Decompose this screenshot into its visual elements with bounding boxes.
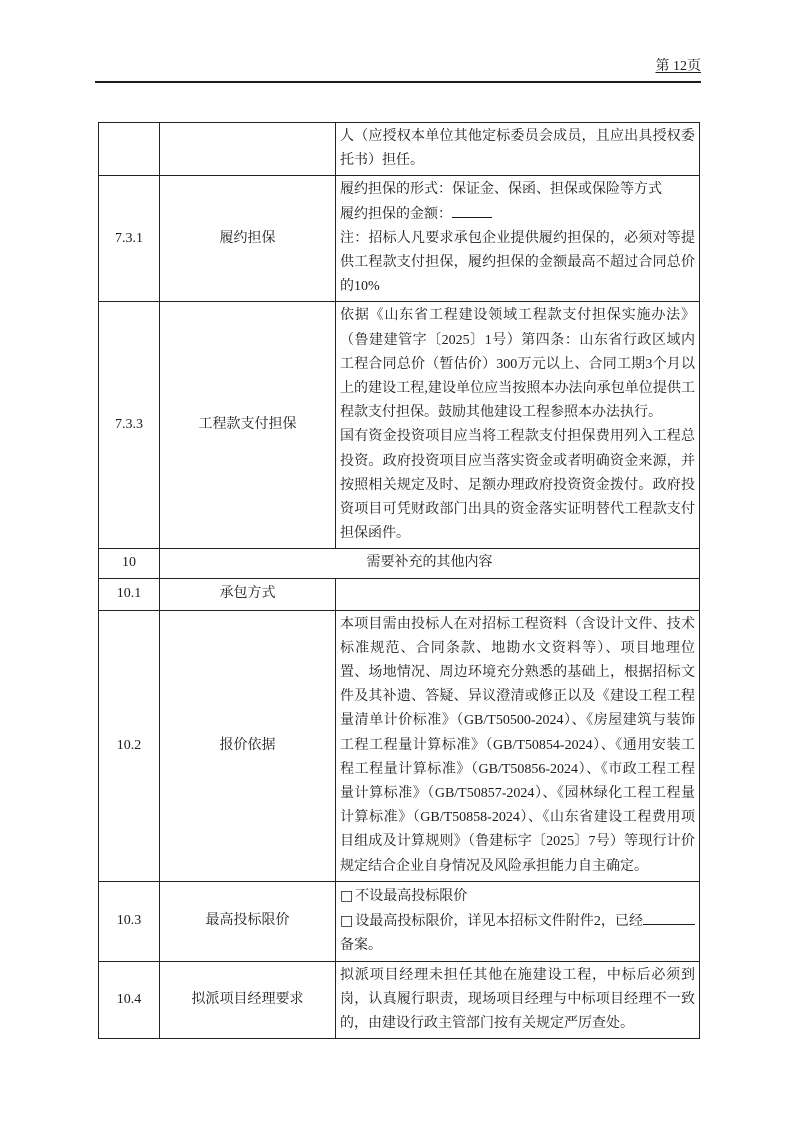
pricing-basis-text: 本项目需由投标人在对招标工程资料（含设计文件、技术标准规范、合同条款、地勘水文资料等）、项目地理位置、场地情况、周边环境充分熟悉的基础上，根据招标文件及其补遗、答疑、异议澄清或修正以及《建设工程工程量清单计价标准》（GB/T50500-2024）、《房屋建筑与装饰工程工程量计算标准》（GB/T50854-2024）、《通用安装工程工程量计算标准》（GB/T50856-2024）、《市政工程工程量计算标准》（GB/T50857-2024）、《园林绿化工程工程量计算标准》（GB/T50858-2024）、《山东省建设工程费用项目组成及计算规则》（鲁建标字〔2025〕7号）等现行计价规定结合企业自身情况及风险承担能力自主确定。 — [340, 616, 695, 874]
clause-number-cell: 10.2 — [99, 610, 160, 881]
guarantee-form-line: 履约担保的形式：保证金、保函、担保或保险等方式 — [340, 182, 662, 198]
clause-title-cell: 报价依据 — [160, 610, 336, 881]
payment-guarantee-paragraph-2: 国有资金投资项目应当将工程款支付担保费用列入工程总投资。政府投资项目应当落实资金或者明确资金来源，并按照相关规定及时、足额办理政府投资资金拨付。政府投资项目可凭财政部门出具的资金落实证明替代工程款支付担保函件。 — [340, 429, 695, 542]
clause-number-cell: 10.1 — [99, 578, 160, 610]
table-row-10-2 — [99, 610, 700, 881]
page-number: 第 12页 — [655, 59, 701, 74]
limit-option-2: □ 设最高投标限价，详见本招标文件附件2，已经备案。 — [340, 909, 695, 958]
guarantee-amount-line: 履约担保的金额： — [340, 203, 695, 227]
table-row-10 — [99, 549, 700, 578]
section-title-cell: 需要补充的其他内容 — [160, 549, 700, 578]
clause-title-cell: 最高投标限价 — [160, 881, 336, 961]
clause-content-cell — [336, 961, 700, 1039]
clause-title-cell — [160, 123, 336, 176]
clause-content-cell — [336, 302, 700, 549]
clause-content-cell — [336, 610, 700, 881]
table-row-7-3-1 — [99, 176, 700, 302]
page-header — [95, 58, 701, 83]
clause-content-cell — [336, 881, 700, 961]
table-row-10-4 — [99, 961, 700, 1039]
clause-content-cell — [336, 578, 700, 610]
clause-number-cell: 7.3.1 — [99, 176, 160, 302]
clause-title-cell: 工程款支付担保 — [160, 302, 336, 549]
clause-title-cell: 拟派项目经理要求 — [160, 961, 336, 1039]
project-manager-requirement-text: 拟派项目经理未担任其他在施建设工程，中标后必须到岗，认真履行职责，现场项目经理与中标项目经理不一致的，由建设行政主管部门按有关规定严厉查处。 — [340, 967, 695, 1031]
fill-in-blank — [643, 910, 695, 925]
clause-number-cell: 10 — [99, 549, 160, 578]
table-row-7-3-3 — [99, 302, 700, 549]
clause-content-cell — [336, 123, 700, 176]
clause-title-cell: 履约担保 — [160, 176, 336, 302]
clause-number-cell: 7.3.3 — [99, 302, 160, 549]
fill-in-blank — [452, 203, 492, 218]
clause-title-cell: 承包方式 — [160, 578, 336, 610]
payment-guarantee-paragraph-1: 依据《山东省工程建设领域工程款支付担保实施办法》（鲁建建管字〔2025〕1号）第四条：山东省行政区域内工程合同总价（暂估价）300万元以上、合同工期3个月以上的建设工程,建设单位应当按照本办法向承包单位提供工程款支付担保。鼓励其他建设工程参照本办法执行。 — [340, 308, 695, 421]
tender-conditions-table — [98, 122, 700, 1039]
guarantee-note: 注：招标人凡要求承包企业提供履约担保的，必须对等提供工程款支付担保，履约担保的金额最高不超过合同总价的10% — [340, 230, 695, 295]
table-row-10-1 — [99, 578, 700, 610]
continuation-text: 人（应授权本单位其他定标委员会成员，且应出具授权委托书）担任。 — [340, 129, 695, 169]
clause-number-cell: 10.3 — [99, 881, 160, 961]
clause-number-cell: 10.4 — [99, 961, 160, 1039]
table-row-continuation — [99, 123, 700, 176]
clause-number-cell — [99, 123, 160, 176]
checkbox-icon: □ — [340, 913, 354, 930]
table-row-10-3 — [99, 881, 700, 961]
checkbox-icon: □ — [340, 887, 354, 904]
limit-option-1: □ 不设最高投标限价 — [340, 887, 468, 904]
clause-content-cell — [336, 176, 700, 302]
